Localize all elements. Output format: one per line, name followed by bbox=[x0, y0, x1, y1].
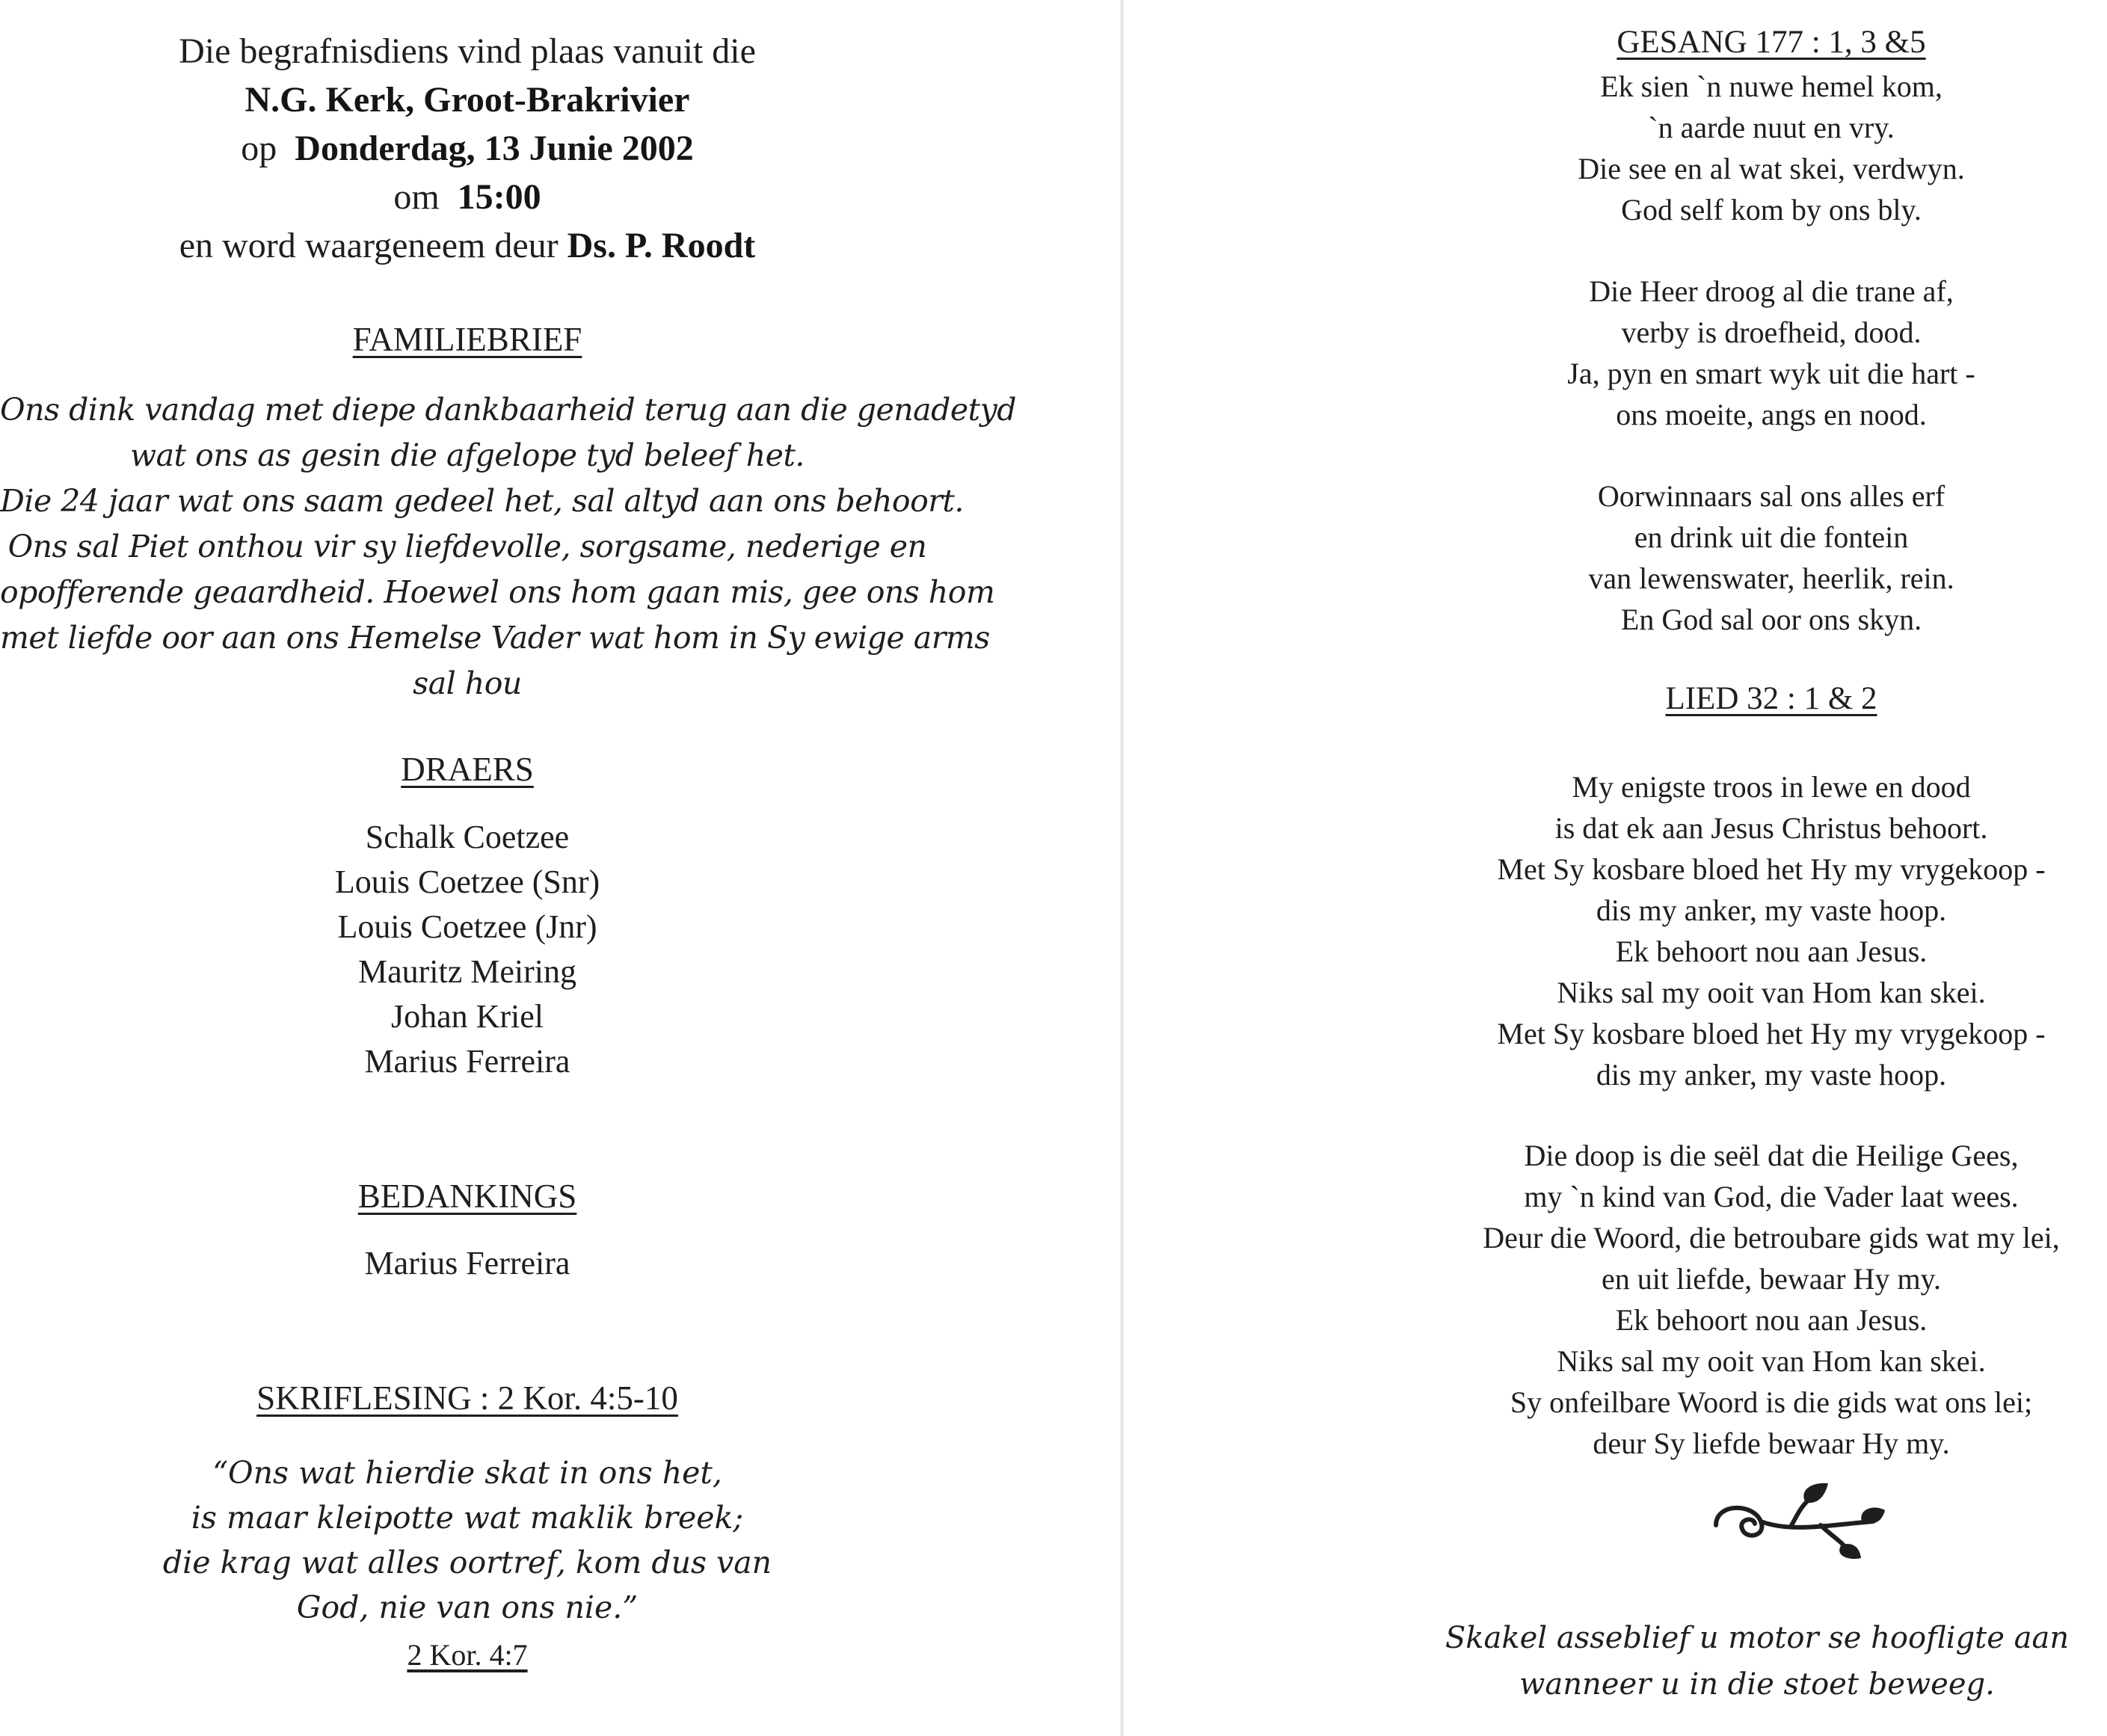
thanks-name: Marius Ferreira bbox=[364, 1245, 570, 1281]
hymn-line: en drink uit die fontein bbox=[1634, 520, 1909, 554]
officiant-line bbox=[0, 221, 935, 270]
pallbearer-name: Marius Ferreira bbox=[364, 1043, 570, 1080]
skriflesing-heading: SKRIFLESING : 2 Kor. 4:5-10 bbox=[256, 1379, 678, 1417]
song-line: is dat ek aan Jesus Christus behoort. bbox=[1554, 811, 1988, 845]
officiant-prefix: en word waargeneem deur bbox=[179, 226, 559, 265]
song-line: Deur die Woord, die betroubare gids wat my lei, bbox=[1483, 1221, 2060, 1255]
song-line: dis my anker, my vaste hoop. bbox=[1596, 1058, 1947, 1092]
hymn-line: van lewenswater, heerlik, rein. bbox=[1588, 561, 1954, 595]
hymn-line: Die see en al wat skei, verdwyn. bbox=[1578, 152, 1965, 185]
family-letter-line: opofferende geaardheid. Hoewel ons hom gaan mis, gee ons hom bbox=[0, 574, 995, 610]
hymn-line: verby is droefheid, dood. bbox=[1621, 316, 1922, 349]
song-verse-2 bbox=[1436, 1135, 2107, 1464]
page-fold bbox=[1120, 0, 1125, 1736]
gesang-heading: GESANG 177 : 1, 3 &5 bbox=[1617, 25, 1926, 60]
song-line: Met Sy kosbare bloed het Hy my vrygekoop - bbox=[1497, 1017, 2046, 1050]
family-letter-line: sal hou bbox=[413, 665, 522, 701]
hymn-line: Die Heer droog al die trane af, bbox=[1589, 274, 1954, 308]
song-line: dis my anker, my vaste hoop. bbox=[1596, 893, 1947, 927]
service-details bbox=[0, 27, 935, 270]
song-verse-1 bbox=[1436, 766, 2107, 1095]
hymn-line: Ek sien `n nuwe hemel kom, bbox=[1600, 70, 1943, 103]
bedankings-heading: BEDANKINGS bbox=[357, 1178, 577, 1215]
familiebrief-heading: FAMILIEBRIEF bbox=[352, 321, 582, 358]
service-time: 15:00 bbox=[457, 177, 541, 217]
song-line: Niks sal my ooit van Hom kan skei. bbox=[1557, 976, 1986, 1009]
church-name: N.G. Kerk, Groot-Brakrivier bbox=[244, 80, 690, 120]
hymn-line: God self kom by ons bly. bbox=[1621, 193, 1922, 227]
song-line: Die doop is die seël dat die Heilige Gees, bbox=[1524, 1139, 2019, 1172]
officiant-name: Ds. P. Roodt bbox=[567, 226, 756, 265]
hymn-verse-3 bbox=[1436, 475, 2107, 640]
song-line: Sy onfeilbare Woord is die gids wat ons lei; bbox=[1510, 1385, 2033, 1419]
pallbearer-name: Mauritz Meiring bbox=[357, 953, 577, 990]
pallbearers-list bbox=[0, 815, 935, 1084]
thanks-list bbox=[0, 1241, 935, 1286]
service-date: Donderdag, 13 Junie 2002 bbox=[295, 129, 694, 168]
vine-leaves-icon bbox=[1708, 1480, 1888, 1563]
scripture-line: God, nie van ons nie.” bbox=[296, 1589, 639, 1625]
hymn-verse-2 bbox=[1436, 271, 2107, 435]
lied-heading: LIED 32 : 1 & 2 bbox=[1665, 681, 1877, 716]
song-line: Niks sal my ooit van Hom kan skei. bbox=[1557, 1344, 1986, 1378]
intro-line-1: Die begrafnisdiens vind plaas vanuit die bbox=[179, 31, 756, 71]
pallbearer-name: Schalk Coetzee bbox=[365, 819, 570, 855]
song-line: Ek behoort nou aan Jesus. bbox=[1615, 1303, 1928, 1337]
song-line: my `n kind van God, die Vader laat wees. bbox=[1524, 1180, 2019, 1213]
closing-note bbox=[1421, 1615, 2094, 1708]
hymn-verse-1 bbox=[1436, 66, 2107, 230]
family-letter bbox=[0, 387, 1017, 707]
song-line: My enigste troos in lewe en dood bbox=[1572, 770, 1971, 804]
scripture-line: die krag wat alles oortref, kom dus van bbox=[162, 1545, 772, 1580]
pallbearer-name: Louis Coetzee (Snr) bbox=[334, 864, 600, 900]
hymn-line: ons moeite, angs en nood. bbox=[1616, 398, 1927, 431]
time-prefix: om bbox=[393, 177, 440, 217]
song-line: en uit liefde, bewaar Hy my. bbox=[1602, 1262, 1941, 1296]
service-date-line bbox=[0, 124, 935, 173]
pallbearer-name: Johan Kriel bbox=[390, 998, 544, 1035]
song-line: Met Sy kosbare bloed het Hy my vrygekoop - bbox=[1497, 852, 2046, 886]
closing-line: Skakel asseblief u motor se hoofligte aan bbox=[1445, 1621, 2070, 1655]
family-letter-line: Die 24 jaar wat ons saam gedeel het, sal altyd aan ons behoort. bbox=[0, 483, 964, 519]
hymn-line: `n aarde nuut en vry. bbox=[1648, 111, 1895, 144]
hymn-line: En God sal oor ons skyn. bbox=[1620, 603, 1922, 636]
family-letter-line: Ons sal Piet onthou vir sy liefdevolle, sorgsame, nederige en bbox=[7, 529, 927, 564]
family-letter-line: met liefde oor aan ons Hemelse Vader wat hom in Sy ewige arms bbox=[0, 620, 990, 656]
family-letter-line: wat ons as gesin die afgelope tyd beleef het. bbox=[130, 437, 805, 473]
scripture-line: is maar kleipotte wat maklik breek; bbox=[191, 1500, 744, 1536]
hymn-line: Ja, pyn en smart wyk uit die hart - bbox=[1567, 357, 1975, 390]
scripture-quote bbox=[0, 1450, 935, 1630]
song-line: deur Sy liefde bewaar Hy my. bbox=[1593, 1426, 1950, 1460]
family-letter-line: Ons dink vandag met diepe dankbaarheid terug aan die genadetyd bbox=[0, 392, 1017, 428]
hymn-line: Oorwinnaars sal ons alles erf bbox=[1597, 479, 1945, 513]
pallbearer-name: Louis Coetzee (Jnr) bbox=[337, 908, 597, 945]
scripture-reference: 2 Kor. 4:7 bbox=[407, 1638, 528, 1672]
scripture-line: “Ons wat hierdie skat in ons het, bbox=[212, 1455, 722, 1491]
song-line: Ek behoort nou aan Jesus. bbox=[1615, 935, 1928, 968]
service-time-line bbox=[0, 173, 935, 221]
closing-line: wanneer u in die stoet beweeg. bbox=[1519, 1667, 1995, 1702]
date-prefix: op bbox=[241, 129, 277, 168]
draers-heading: DRAERS bbox=[401, 751, 534, 788]
